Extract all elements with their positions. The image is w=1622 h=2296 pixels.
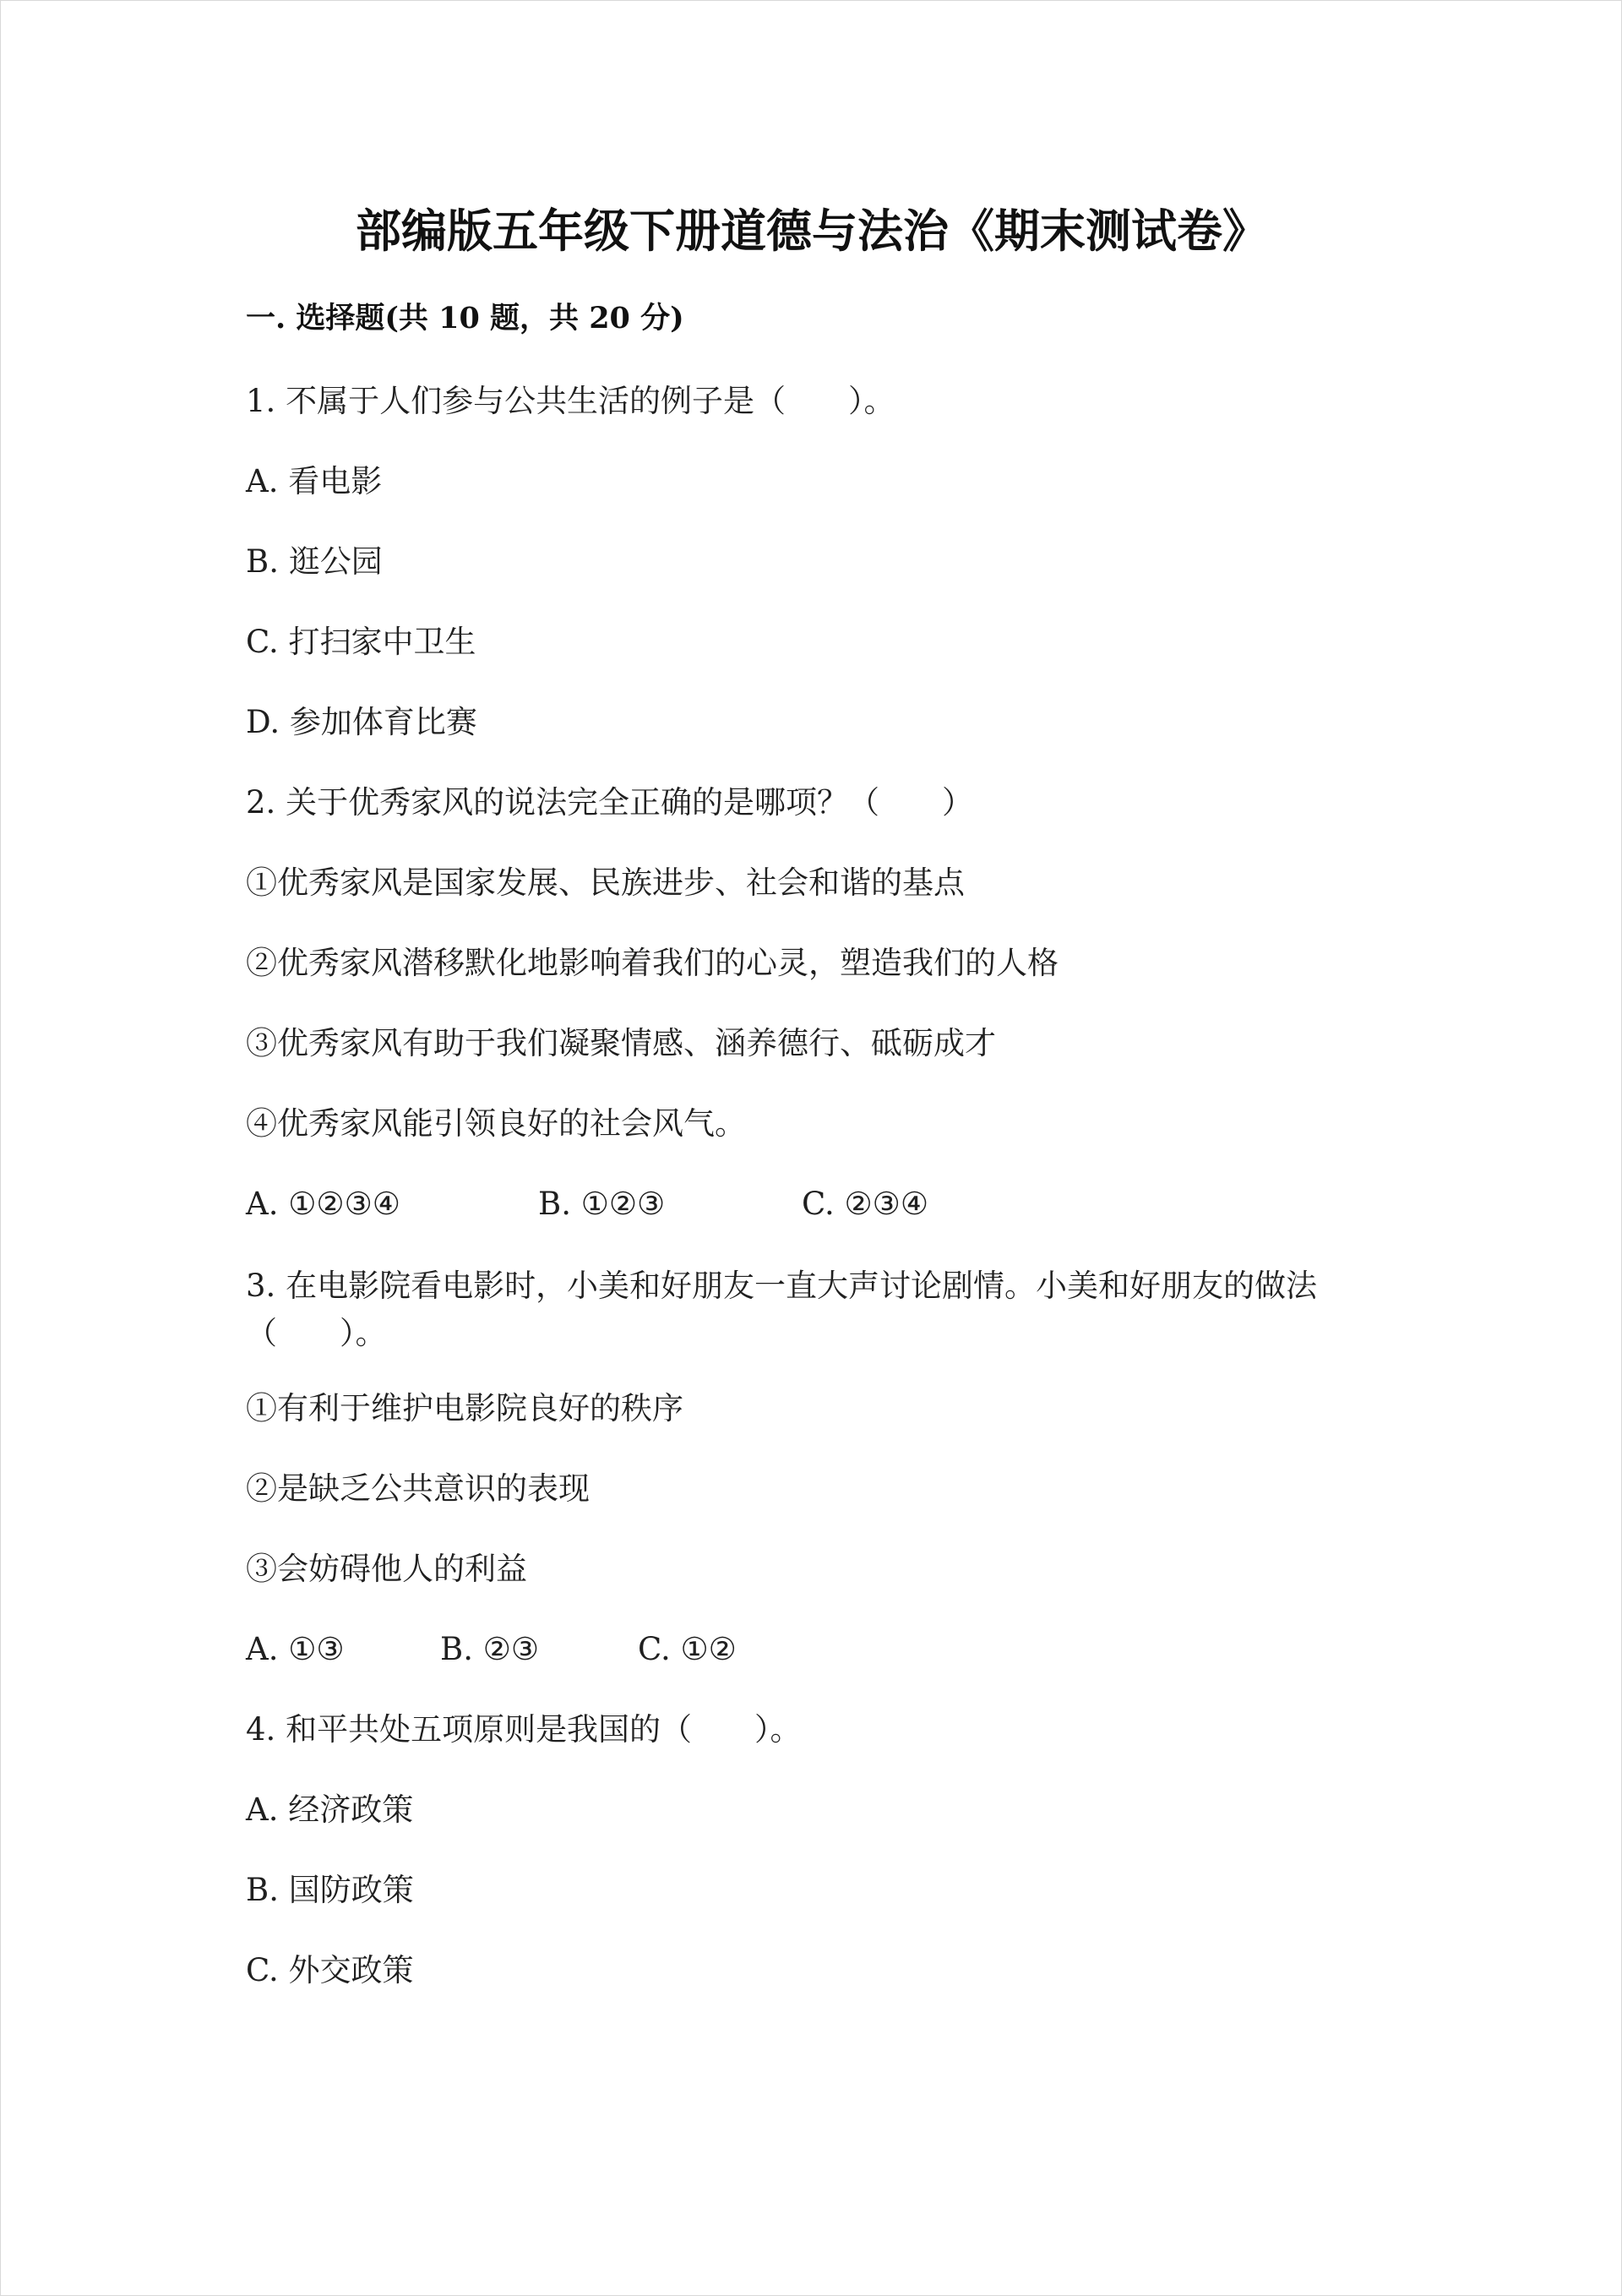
question-1-option-b: B. 逛公园 — [246, 543, 383, 580]
question-2-statement-3: ③优秀家风有助于我们凝聚情感、涵养德行、砥砺成才 — [246, 1025, 996, 1061]
question-3-statement-2: ②是缺乏公共意识的表现 — [246, 1470, 590, 1507]
question-2-option-a: A. ①②③④ — [246, 1186, 400, 1222]
question-4-option-a: A. 经济政策 — [246, 1792, 414, 1828]
question-2-stem: 2. 关于优秀家风的说法完全正确的是哪项？（ ） — [246, 784, 974, 821]
question-4-option-b: B. 国防政策 — [246, 1872, 414, 1908]
question-3-statement-3: ③会妨碍他人的利益 — [246, 1551, 527, 1587]
question-2-statement-4: ④优秀家风能引领良好的社会风气。 — [246, 1105, 746, 1142]
question-3-option-b: B. ②③ — [440, 1631, 540, 1667]
question-2-statement-2: ②优秀家风潜移默化地影响着我们的心灵，塑造我们的人格 — [246, 945, 1059, 981]
question-3-stem: 3. 在电影院看电影时，小美和好朋友一直大声讨论剧情。小美和好朋友的做法（ ）。 — [246, 1268, 1318, 1351]
question-2-statement-1: ①优秀家风是国家发展、民族进步、社会和谐的基点 — [246, 864, 965, 901]
page-title: 部编版五年级下册道德与法治《期末测试卷》 — [356, 204, 1268, 258]
question-4-option-c: C. 外交政策 — [246, 1952, 414, 1988]
question-3-option-c: C. ①② — [638, 1631, 737, 1667]
question-2-option-b: B. ①②③ — [538, 1186, 666, 1222]
question-1-option-c: C. 打扫家中卫生 — [246, 624, 476, 660]
question-3-options — [246, 1626, 737, 1673]
question-3-option-a: A. ①③ — [246, 1631, 345, 1667]
section-heading: 一. 选择题(共 10 题，共 20 分) — [246, 301, 684, 335]
question-2-options — [246, 1181, 928, 1228]
question-1-stem: 1. 不属于人们参与公共生活的例子是（ ）。 — [246, 383, 895, 419]
question-2-option-c: C. ②③④ — [802, 1186, 929, 1222]
question-3-statement-1: ①有利于维护电影院良好的秩序 — [246, 1390, 683, 1426]
question-4-stem: 4. 和平共处五项原则是我国的（ ）。 — [246, 1711, 802, 1748]
question-1-option-a: A. 看电影 — [246, 463, 383, 499]
question-1-option-d: D. 参加体育比赛 — [246, 704, 477, 740]
